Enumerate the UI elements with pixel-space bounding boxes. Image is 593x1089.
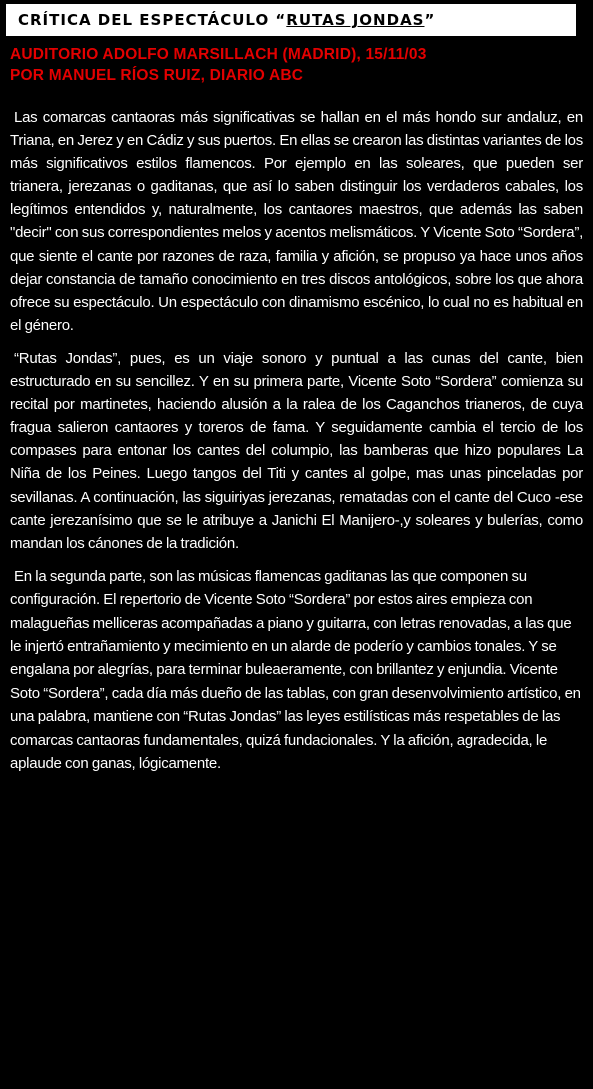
byline-venue: AUDITORIO ADOLFO MARSILLACH (MADRID), 15/11/03 [10, 46, 427, 63]
title-prefix: CRÍTICA DEL ESPECTÁCULO “ [18, 11, 287, 29]
article-body [10, 106, 583, 785]
byline [10, 44, 585, 86]
title-highlight: RUTAS JONDAS [286, 11, 425, 29]
title-suffix: ” [424, 11, 436, 29]
paragraph-3: En la segunda parte, son las músicas flamencas gaditanas las que componen su configuración. El repertorio de Vicente Soto “Sordera” por estos aires empieza con malagueñas melliceras acompañadas a piano y guitarra, con letras renovadas, a las que le injertó entrañamiento y mecimiento en un alarde de poderío y cambios tonales. Y se engalana por alegrías, para terminar buleaeramente, con brillantez y enjundia. Vicente Soto “Sordera”, cada día más dueño de las tablas, con gran desenvolvimiento artístico, en una palabra, mantiene con “Rutas Jondas” las leyes estilísticas más respetables de las comarcas cantaoras fundamentales, quizá fundacionales. Y la afición, agradecida, le aplaude con ganas, lógicamente. [10, 567, 581, 773]
byline-author: POR MANUEL RÍOS RUIZ, DIARIO ABC [10, 67, 304, 84]
paragraph-2: “Rutas Jondas”, pues, es un viaje sonoro y puntual a las cunas del cante, bien estructurado en su sencillez. Y en su primera parte, Vicente Soto “Sordera” comienza su recital por martinetes, haciendo alusión a la ralea de los Caganchos trianeros, de cuya fragua salieron cantaores y toreros de fama. Y seguidamente cambia el tercio de los compases para entonar los cantes del columpio, las bamberas que hizo populares La Niña de los Peines. Luego tangos del Titi y cantes al golpe, mas unas pinceladas por sevillanas. A continuación, las siguiriyas jerezanas, rematadas con el cante del Cuco -ese cante jerezanísimo que se le atribuye a Janichi El Manijero-,y soleares y bulerías, como mandan los cánones de la tradición. [10, 349, 583, 552]
paragraph-1: Las comarcas cantaoras más significativas se hallan en el más hondo sur andaluz, en Triana, en Jerez y en Cádiz y sus puertos. En ellas se crearon las distintas variantes de los más significativos estilos flamencos. Por ejemplo en las soleares, que pueden ser trianera, jerezanas o gaditanas, que así lo saben distinguir los verdaderos cabales, los legítimos entendidos y, naturalmente, los cantaores maestros, que además las saben "decir" con sus correspondientes melos y acentos melismáticos. Y Vicente Soto “Sordera”, que siente el cante por razones de raza, familia y afición, se propuso ya hace unos años dejar constancia de tamaño conocimiento en tres discos antológicos, sobre los que ahora ofrece su espectáculo. Un espectáculo con dinamismo escénico, lo cual no es habitual en el género. [10, 109, 583, 334]
review-title [6, 4, 576, 36]
